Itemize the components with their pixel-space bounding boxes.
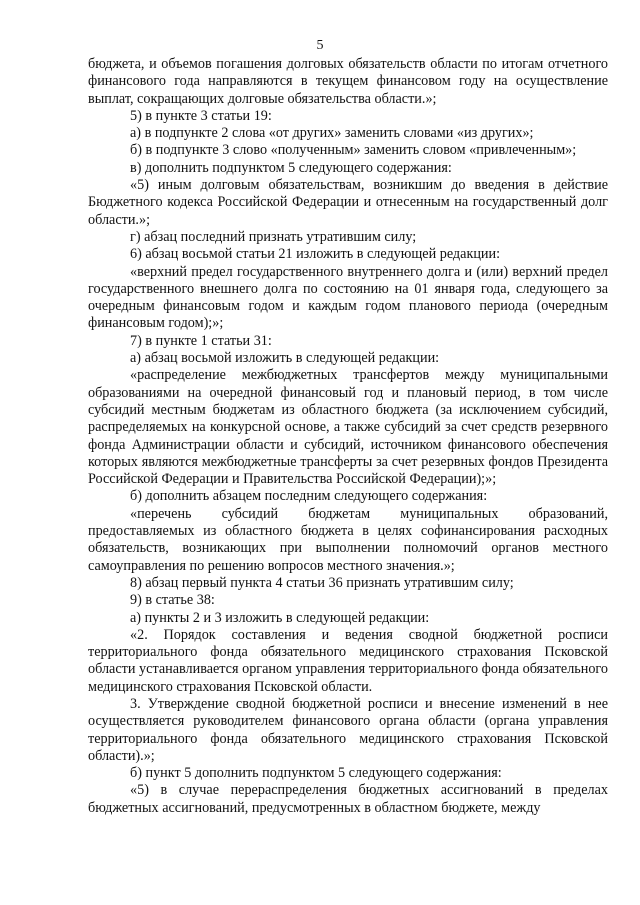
paragraph: «перечень субсидий бюджетам муниципальных образований, предоставляемых из областного бюджета в целях софинансирования расходных обязательств, возникающих при выполнении полномочий органов местного самоуправления по решению вопросов местного значения.»; <box>88 505 608 574</box>
paragraph: 9) в статье 38: <box>130 592 215 609</box>
paragraph: «распределение межбюджетных трансфертов между муниципальными образованиями на очередной финансовый год и плановый период, в том числе субсидий местным бюджетам из областного бюджета (за исключением субсидий, распределяемых на конкурсной основе, а также субсидий за счет средств резервного фонда Администрации области и субсидий, источником финансового обеспечения которых являются межбюджетные трансферты за счет резервных фондов Президента Российской Федерации и Правительства Российской Федерации);»; <box>88 367 608 488</box>
paragraph: 5) в пункте 3 статьи 19: <box>130 107 272 124</box>
paragraph: 6) абзац восьмой статьи 21 изложить в следующей редакции: <box>130 246 501 263</box>
paragraph: бюджета, и объемов погашения долговых обязательств области по итогам отчетного финансового года направляются в текущем финансовом году на осуществление выплат, сокращающих долговые обязательства области.»; <box>88 56 608 107</box>
paragraph: б) дополнить абзацем последним следующего содержания: <box>130 488 488 505</box>
paragraph: 3. Утверждение сводной бюджетной росписи и внесение изменений в нее осуществляется руководителем финансового органа области (органа управления территориального фонда обязательного медицинского страхования Псковской области).»; <box>88 695 608 764</box>
paragraph: г) абзац последний признать утратившим силу; <box>130 228 417 245</box>
page-number: 5 <box>316 38 324 53</box>
paragraph: а) в подпункте 2 слова «от других» заменить словами «из других»; <box>130 125 534 142</box>
paragraph: «5) иным долговым обязательствам, возникшим до введения в действие Бюджетного кодекса Российской Федерации и отнесенным на государственный долг области.»; <box>88 177 608 228</box>
document-body <box>88 56 608 817</box>
paragraph: 7) в пункте 1 статьи 31: <box>130 332 272 349</box>
paragraph: «5) в случае перераспределения бюджетных ассигнований в пределах бюджетных ассигнований, предусмотренных в областном бюджете, между <box>88 782 608 816</box>
paragraph: а) пункты 2 и 3 изложить в следующей редакции: <box>130 609 430 626</box>
paragraph: б) в подпункте 3 слово «полученным» заменить словом «привлеченным»; <box>130 142 577 159</box>
paragraph: б) пункт 5 дополнить подпунктом 5 следующего содержания: <box>130 765 502 782</box>
paragraph: в) дополнить подпунктом 5 следующего содержания: <box>130 159 452 176</box>
paragraph: «2. Порядок составления и ведения сводной бюджетной росписи территориального фонда обязательного медицинского страхования Псковской области устанавливается органом управления территориального фонда обязательного медицинского страхования Псковской области. <box>88 626 608 695</box>
paragraph: «верхний предел государственного внутреннего долга и (или) верхний предел государственного внешнего долга по состоянию на 01 января года, следующего за очередным финансовым годом и каждым годом планового периода (очередным финансовым годом);»; <box>88 263 608 332</box>
paragraph: а) абзац восьмой изложить в следующей редакции: <box>130 350 440 367</box>
paragraph: 8) абзац первый пункта 4 статьи 36 признать утратившим силу; <box>130 574 514 591</box>
